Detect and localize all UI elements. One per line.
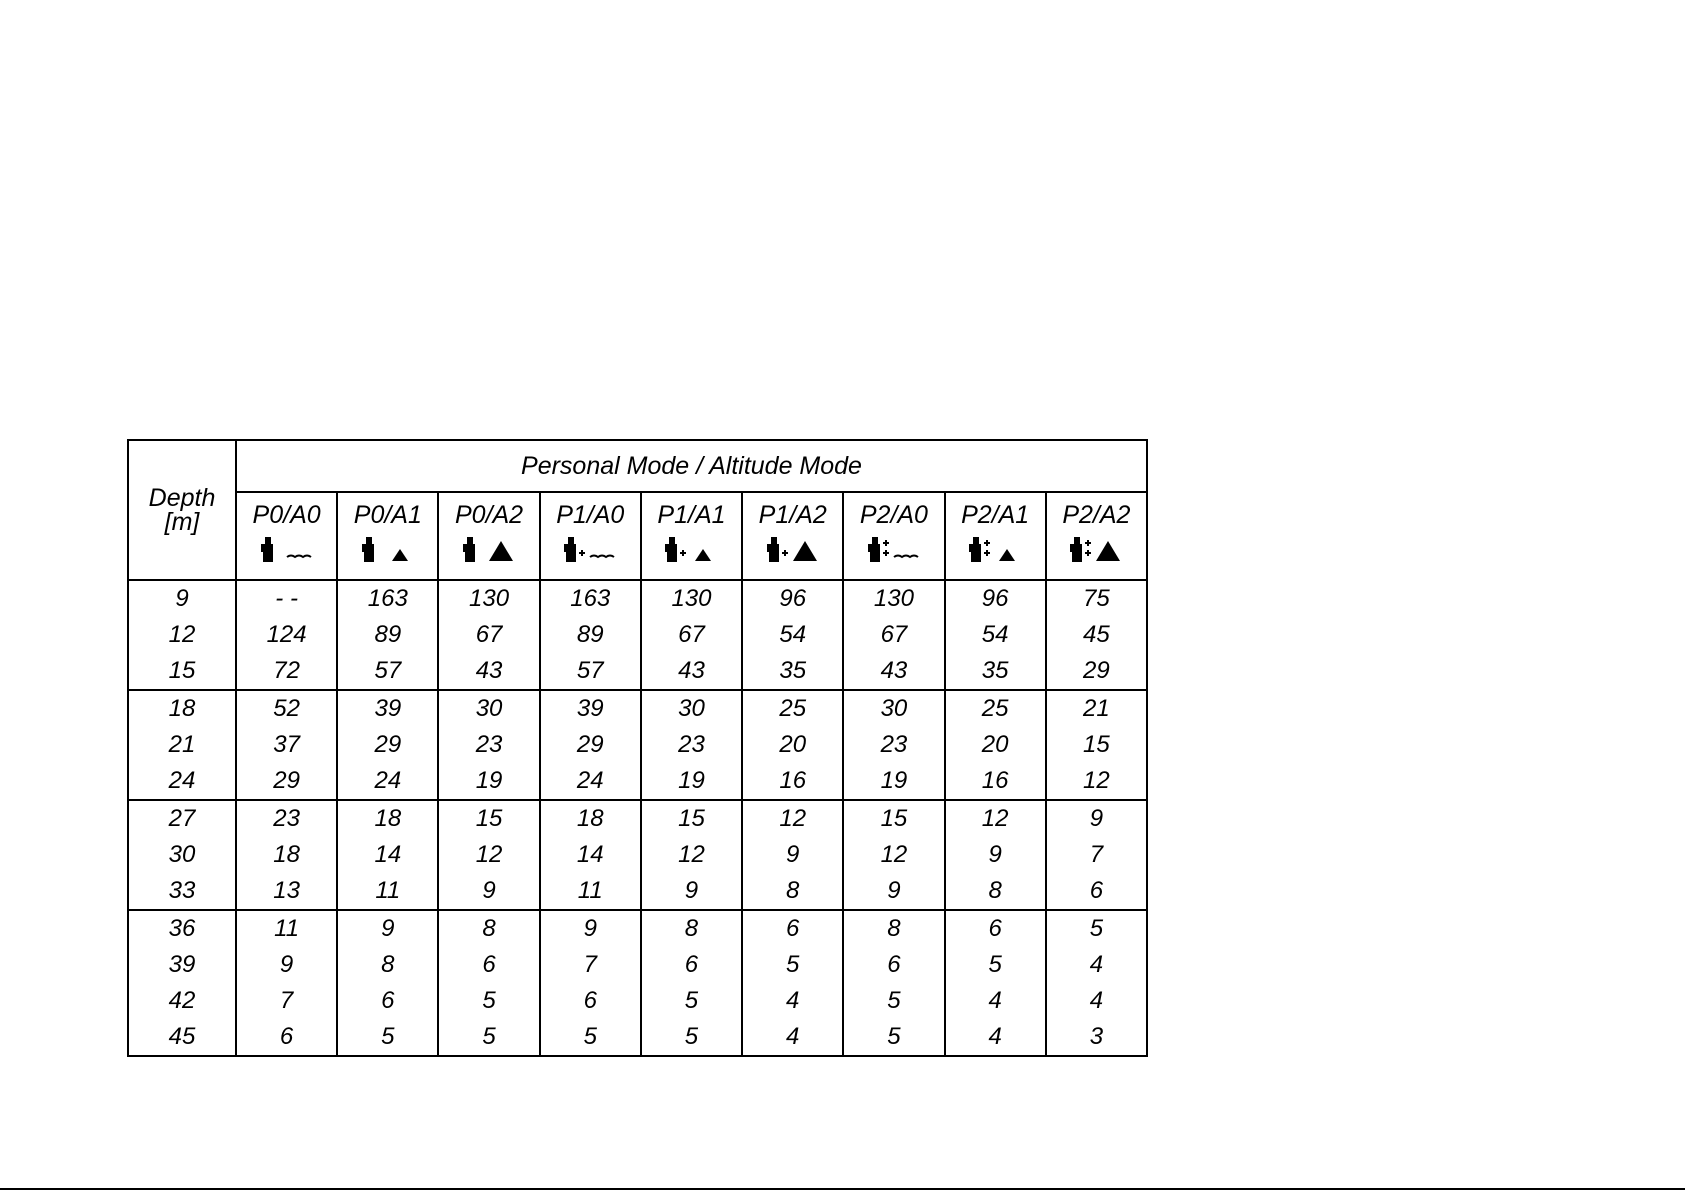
column-header — [438, 492, 539, 580]
limit-cell: 15 — [843, 800, 944, 837]
limit-cell: 67 — [641, 617, 742, 653]
limit-cell: 19 — [843, 763, 944, 800]
limit-cell: 5 — [438, 983, 539, 1019]
column-header — [1046, 492, 1147, 580]
limit-cell: 8 — [742, 873, 843, 910]
limit-cell: 24 — [337, 763, 438, 800]
limit-cell: 39 — [337, 690, 438, 727]
column-header — [641, 492, 742, 580]
limit-cell: 5 — [438, 1019, 539, 1056]
limit-cell: 6 — [945, 910, 1046, 947]
table-row — [128, 800, 1147, 837]
column-header — [337, 492, 438, 580]
limit-cell: 6 — [742, 910, 843, 947]
depth-cell: 42 — [128, 983, 236, 1019]
limit-cell: 8 — [337, 947, 438, 983]
limit-cell: 15 — [641, 800, 742, 837]
column-header — [236, 492, 337, 580]
table-body — [128, 580, 1147, 1056]
column-header — [843, 492, 944, 580]
limit-cell: 19 — [641, 763, 742, 800]
limit-cell: 18 — [540, 800, 641, 837]
limit-cell: 20 — [742, 727, 843, 763]
limit-cell: 96 — [742, 580, 843, 617]
limit-cell: 6 — [438, 947, 539, 983]
limit-cell: 16 — [945, 763, 1046, 800]
limit-cell: 9 — [540, 910, 641, 947]
limit-cell: 29 — [236, 763, 337, 800]
limit-cell: 124 — [236, 617, 337, 653]
limit-cell: 35 — [742, 653, 843, 690]
limit-cell: 9 — [236, 947, 337, 983]
limit-cell: 72 — [236, 653, 337, 690]
limit-cell: 57 — [540, 653, 641, 690]
limit-cell: 130 — [843, 580, 944, 617]
limit-cell: 7 — [236, 983, 337, 1019]
limit-cell: 6 — [337, 983, 438, 1019]
limit-cell: 30 — [641, 690, 742, 727]
table-row — [128, 873, 1147, 910]
limit-cell: 14 — [337, 837, 438, 873]
table-row — [128, 580, 1147, 617]
table-row — [128, 653, 1147, 690]
diver-altitude-icon — [844, 533, 943, 575]
table-row — [128, 690, 1147, 727]
limit-cell: 7 — [1089, 841, 1104, 868]
limit-cell: 30 — [438, 690, 539, 727]
limit-cell: 5 — [843, 983, 944, 1019]
limit-cell: 5 — [540, 1019, 641, 1056]
limit-cell: 4 — [742, 983, 843, 1019]
column-header-label: P0/A1 — [353, 501, 422, 529]
limit-cell: 67 — [438, 617, 539, 653]
limit-cell: 54 — [945, 617, 1046, 653]
limit-cell: 25 — [742, 690, 843, 727]
depth-cell: 39 — [128, 947, 236, 983]
limit-cell: 12 — [742, 800, 843, 837]
column-header-label: P0/A2 — [454, 501, 524, 529]
limit-cell: 20 — [945, 727, 1046, 763]
depth-cell: 45 — [128, 1019, 236, 1056]
limit-cell: 29 — [540, 727, 641, 763]
limit-cell: 6 — [843, 947, 944, 983]
limit-cell: 16 — [742, 763, 843, 800]
limit-cell: 12 — [1083, 767, 1110, 794]
limit-cell: 12 — [843, 837, 944, 873]
limit-cell: 45 — [1083, 621, 1110, 648]
limit-cell: 14 — [540, 837, 641, 873]
column-header-label: P0/A0 — [252, 501, 321, 529]
limit-cell: 52 — [236, 690, 337, 727]
column-header-row — [128, 492, 1147, 580]
limit-cell: 25 — [945, 690, 1046, 727]
limit-cell: 39 — [540, 690, 641, 727]
depth-cell: 15 — [128, 653, 236, 690]
column-header-label: P2/A1 — [961, 501, 1030, 529]
limit-cell: 163 — [337, 580, 438, 617]
column-header-label: P1/A1 — [657, 501, 726, 529]
limit-cell: 4 — [1089, 951, 1104, 978]
limit-cell: 35 — [945, 653, 1046, 690]
limit-cell: 9 — [843, 873, 944, 910]
limit-cell: 9 — [1046, 800, 1147, 837]
depth-cell: 21 — [128, 727, 236, 763]
limit-cell: 5 — [843, 1019, 944, 1056]
limit-cell: 37 — [236, 727, 337, 763]
limit-cell: 57 — [337, 653, 438, 690]
limit-cell: 11 — [337, 873, 438, 910]
limit-cell: 5 — [337, 1019, 438, 1056]
table-row — [128, 763, 1147, 800]
limit-cell: 11 — [540, 873, 641, 910]
depth-cell: 9 — [128, 580, 236, 617]
limit-cell: 89 — [337, 617, 438, 653]
limit-cell: 23 — [641, 727, 742, 763]
limit-cell: 23 — [438, 727, 539, 763]
column-header-label: P1/A0 — [556, 501, 625, 529]
limit-cell: 6 — [641, 947, 742, 983]
table-row — [128, 727, 1147, 763]
limit-cell: 6 — [236, 1019, 337, 1056]
limit-cell: 8 — [945, 873, 1046, 910]
limit-cell: 24 — [540, 763, 641, 800]
column-header-label: P2/A0 — [859, 501, 928, 529]
table-row — [128, 910, 1147, 947]
table-row — [128, 617, 1147, 653]
limit-cell: 9 — [641, 873, 742, 910]
limit-cell: 89 — [540, 617, 641, 653]
limit-cell: 5 — [945, 947, 1046, 983]
diver-altitude-icon — [338, 533, 437, 575]
limit-cell: 29 — [337, 727, 438, 763]
depth-cell: 12 — [128, 617, 236, 653]
limit-cell: 6 — [1089, 877, 1104, 904]
diver-altitude-icon — [439, 533, 538, 575]
limit-cell: 43 — [438, 653, 539, 690]
limit-cell: 11 — [236, 910, 337, 947]
limit-cell: 12 — [438, 837, 539, 873]
column-header — [742, 492, 843, 580]
depth-cell: 24 — [128, 763, 236, 800]
limit-cell: 8 — [641, 910, 742, 947]
depth-cell: 33 — [128, 873, 236, 910]
limit-cell: 30 — [843, 690, 944, 727]
limit-cell: 5 — [742, 947, 843, 983]
diver-altitude-icon — [642, 533, 741, 575]
column-header — [945, 492, 1046, 580]
limit-cell: - - — [236, 580, 337, 617]
diver-altitude-icon — [541, 533, 640, 575]
limit-cell: 9 — [337, 910, 438, 947]
limit-cell: 4 — [1089, 987, 1104, 1014]
limit-cell: 9 — [438, 873, 539, 910]
limit-cell: 29 — [1083, 657, 1110, 684]
limit-cell: 5 — [641, 1019, 742, 1056]
limit-cell: 12 — [641, 837, 742, 873]
limit-cell: 8 — [438, 910, 539, 947]
diver-altitude-icon — [237, 533, 336, 575]
limit-cell: 54 — [742, 617, 843, 653]
table-row — [128, 983, 1147, 1019]
table-row — [128, 947, 1147, 983]
depth-cell: 30 — [128, 837, 236, 873]
limit-cell: 163 — [540, 580, 641, 617]
limit-cell: 43 — [641, 653, 742, 690]
limit-cell: 21 — [1046, 690, 1147, 727]
limit-cell: 15 — [1083, 731, 1110, 758]
limit-cell: 5 — [1046, 910, 1147, 947]
limit-cell: 75 — [1083, 585, 1110, 612]
depth-cell: 27 — [128, 800, 236, 837]
limit-cell: 23 — [236, 800, 337, 837]
no-deco-limits-table — [127, 439, 1148, 1057]
column-header-label: P1/A2 — [758, 501, 827, 529]
limit-cell: 43 — [843, 653, 944, 690]
table-row — [128, 837, 1147, 873]
limit-cell: 15 — [438, 800, 539, 837]
limit-cell: 130 — [641, 580, 742, 617]
depth-cell: 18 — [128, 690, 236, 727]
limit-cell: 4 — [945, 1019, 1046, 1056]
depth-cell: 36 — [128, 910, 236, 947]
depth-header-unit: [m] — [164, 508, 200, 536]
column-header-label: P2/A2 — [1062, 501, 1131, 529]
limit-cell: 4 — [945, 983, 1046, 1019]
limit-cell: 23 — [843, 727, 944, 763]
page-bottom-rule — [0, 1188, 1685, 1190]
limit-cell: 8 — [843, 910, 944, 947]
limit-cell: 9 — [742, 837, 843, 873]
column-header — [540, 492, 641, 580]
depth-header — [128, 440, 236, 580]
diver-altitude-icon — [946, 533, 1045, 575]
limit-cell: 96 — [945, 580, 1046, 617]
table-row — [128, 1019, 1147, 1056]
limit-cell: 18 — [236, 837, 337, 873]
limit-cell: 13 — [236, 873, 337, 910]
limit-cell: 7 — [540, 947, 641, 983]
limit-cell: 4 — [742, 1019, 843, 1056]
limit-cell: 19 — [438, 763, 539, 800]
depth-header-label: Depth — [148, 484, 216, 512]
limit-cell: 3 — [1089, 1023, 1104, 1050]
limit-cell: 67 — [843, 617, 944, 653]
limit-cell: 12 — [945, 800, 1046, 837]
limit-cell: 18 — [337, 800, 438, 837]
diver-altitude-icon — [743, 533, 842, 575]
mode-header: Personal Mode / Altitude Mode — [236, 440, 1147, 492]
diver-altitude-icon — [1047, 533, 1146, 575]
limit-cell: 130 — [438, 580, 539, 617]
limit-cell: 5 — [641, 983, 742, 1019]
limit-cell: 9 — [945, 837, 1046, 873]
limit-cell: 6 — [540, 983, 641, 1019]
